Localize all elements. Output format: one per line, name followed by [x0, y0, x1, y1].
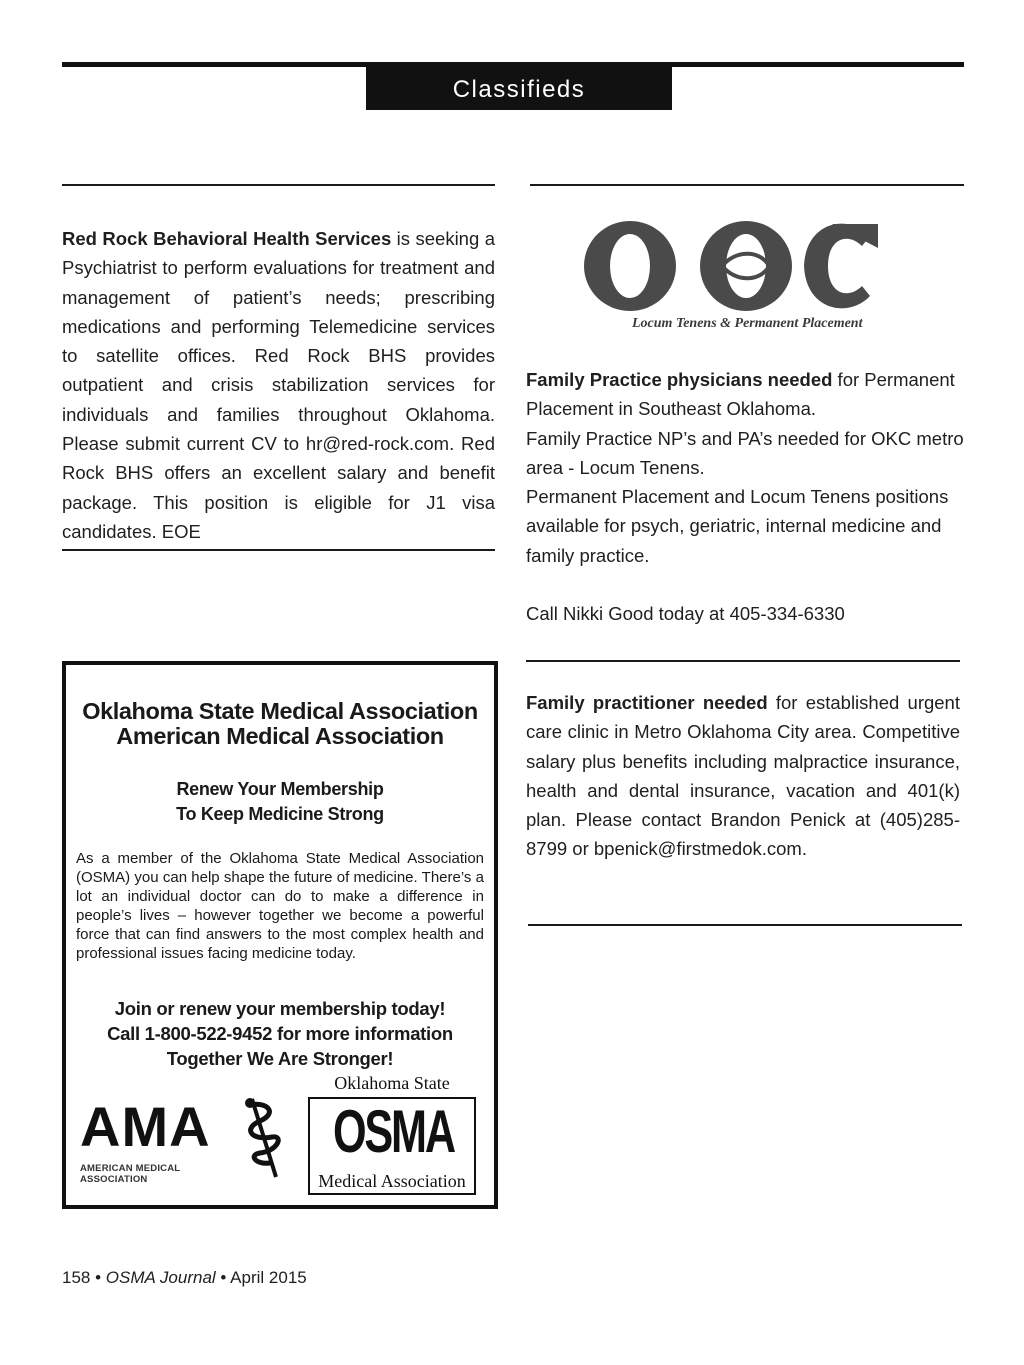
ad-body: is seeking a Psychiatrist to perform evaluations for treatment and management of patient’s needs; prescribing medications and performing Telemedicine services to satellite offices. Red Rock BHS provides outpatient and crisis stabilization services for individuals and families throughout Oklahoma. Please submit current CV to hr@red-rock.com. Red Rock BHS offers an excellent salary and benefit package. This position is eligible for J1 visa candidates. EOE: [62, 228, 495, 542]
osma-logo-bottom-text: Medical Association: [318, 1171, 466, 1191]
ad-coc: [526, 365, 964, 628]
osma-ad-title: [66, 699, 494, 749]
divider: [530, 184, 964, 186]
osma-ad-cta-line2: Call 1-800-522-9452 for more information: [107, 1023, 453, 1044]
ad-coc-contact: Call Nikki Good today at 405-334-6330: [526, 603, 845, 625]
divider: [62, 549, 495, 551]
ad-red-rock: [62, 224, 495, 546]
osma-ad-title-line2: American Medical Association: [116, 723, 444, 749]
osma-ad-subtitle: [66, 777, 494, 827]
osma-logo: [304, 1073, 480, 1197]
divider: [62, 184, 495, 186]
ama-logo-caption: AMERICAN MEDICAL ASSOCIATION: [80, 1163, 181, 1185]
osma-ad-box: [62, 661, 498, 1209]
ad-fp-headline: Family practitioner needed: [526, 692, 768, 713]
ad-coc-line2: Family Practice NP’s and PA’s needed for OKC metro area - Locum Tenens.: [526, 427, 964, 478]
osma-ad-paragraph: As a member of the Oklahoma State Medical Association (OSMA) you can help shape the future of medicine. There’s a lot an individual doctor can do to make a difference in people’s lives – however together we become a powerful force that can find answers to the most complex health and professional issues facing medicine today.: [76, 850, 484, 962]
ad-coc-line3: Permanent Placement and Locum Tenens positions available for psych, geriatric, internal medicine and family practice.: [526, 486, 949, 566]
coc-logo-tagline: Locum Tenens & Permanent Placement: [632, 316, 863, 331]
issue-date: April 2015: [230, 1268, 307, 1287]
osma-logo-top-text: Oklahoma State: [334, 1073, 450, 1093]
journal-name: OSMA Journal: [105, 1268, 216, 1287]
ad-coc-headline-rest: for Permanent Placement in Southeast Oklahoma.: [526, 369, 955, 420]
section-title: Classifieds: [366, 66, 672, 110]
divider: [526, 660, 960, 662]
footer-separator: •: [215, 1268, 231, 1287]
page-number: 158: [62, 1268, 91, 1287]
page-footer: [62, 1268, 307, 1288]
ad-org-name: Red Rock Behavioral Health Services: [62, 228, 392, 249]
ad-family-practitioner: [526, 688, 960, 864]
ad-coc-headline: Family Practice physicians needed: [526, 369, 833, 390]
osma-ad-cta: [66, 996, 494, 1071]
divider: [528, 924, 962, 926]
osma-ad-subtitle-line1: Renew Your Membership: [176, 779, 384, 799]
coc-logo: [580, 216, 920, 340]
ama-logo-text: AMA: [80, 1095, 211, 1158]
ama-logo: [80, 1091, 290, 1183]
ad-fp-body: for established urgent care clinic in Metro Oklahoma City area. Competitive salary plus benefits including malpractice insurance, health and dental insurance, vacation and 401(k) plan. Please contact Brandon Penick at (405)285-8799 or bpenick@firstmedok.com.: [526, 692, 960, 860]
osma-ad-cta-line1: Join or renew your membership today!: [114, 998, 446, 1019]
footer-separator: •: [90, 1268, 106, 1287]
osma-ad-subtitle-line2: To Keep Medicine Strong: [176, 804, 384, 824]
osma-ad-cta-line3: Together We Are Stronger!: [166, 1048, 394, 1069]
osma-logo-mark: OSMA: [332, 1098, 454, 1165]
osma-ad-title-line1: Oklahoma State Medical Association: [82, 698, 478, 724]
